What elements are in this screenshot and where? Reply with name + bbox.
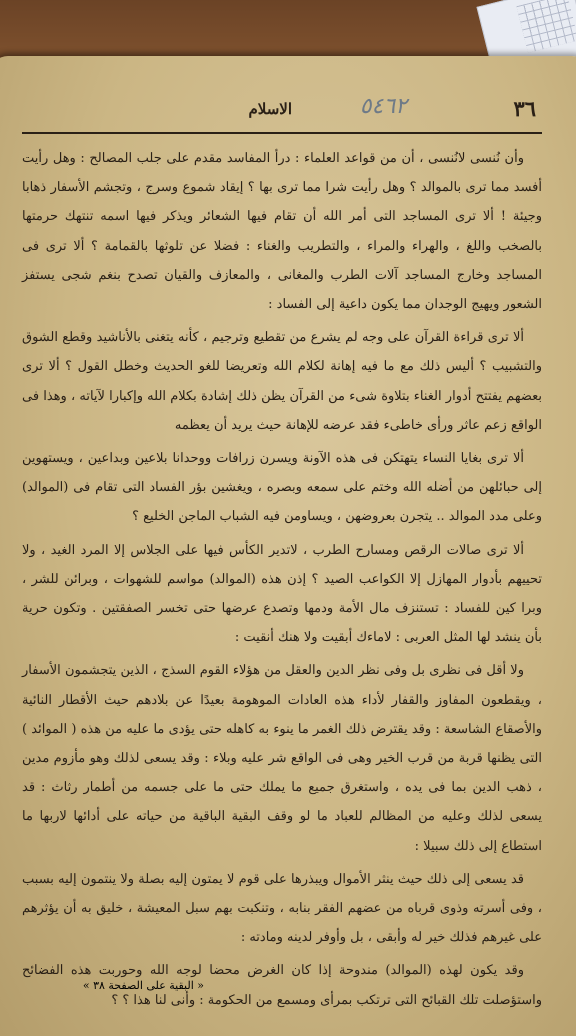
paragraph: ألا ترى قراءة القرآن على وجه لم يشرع من تقطيع وترجيم ، كأنه يتغنى بالأناشيد وقطع الشوق والتشبيب ؟ أليس ذلك مع ما فيه إهانة لكلام الله وتعريضا للغو الحديث وخطل القول ؟ ألا ترى بعضهم يفتتح أدوار الغناء بتلاوة شىء من القرآن يظن ذلك إشادة بكلام الله وإكبارا لآياته ، وهذا فى الواقع زعم عاثر ورأى خاطىء فقد عرضه للإهانة حيث يريد أن يعظمه bbox=[22, 330, 542, 433]
page-number: ٣٦ bbox=[513, 96, 536, 121]
continuation-note: « البقية على الصفحة ٣٨ » bbox=[82, 979, 204, 992]
grid-pattern-icon bbox=[517, 0, 576, 53]
handwritten-number: ٥٤٦٢ bbox=[359, 94, 407, 119]
paragraph: ألا ترى صالات الرقص ومسارح الطرب ، لاتدير الكأس فيها على الجلاس إلا المرد الغيد ، ولا تحييهم بأدوار المهازل إلا الكواعب الصيد ؟ إذن هذه (الموالد) مواسم للشهوات ، وبرائن للشر ، وبرا كين للفساد : تستنزف مال الأمة ودمها وتصدع عرضها حتى تخسر الصفقتين . وتكون حرية بأن ينشد لها المثل العربى : لاماءك أبقيت ولا هنك أنقيت : bbox=[22, 542, 542, 646]
paragraph: وقد يكون لهذه (الموالد) مندوحة إذا كان الغرض محضا لوجه الله وحوربت هذه الفضائح واستؤصلت تلك القبائح التى ترتكب بمرأى ومسمع من الحكومة : وأنى لنا هذا ؟ ؟ bbox=[22, 963, 542, 1008]
page-content bbox=[22, 90, 542, 1010]
paragraph: قد يسعى إلى ذلك حيث ينثر الأموال ويبذرها على قوم لا يمتون إليه بصلة ولا ينتمون إليه بسبب ، وفى أسرته وذوى قرباه من عضهم الفقر بنابه ، وتنكبت بهم سبل المعيشة ، خليق به أن يؤثرهم على غيرهم فذلك خير له وأبقى ، بل وأوفر لدينه ومادته : bbox=[22, 871, 542, 946]
paragraph: وأن نُنسى لانُنسى ، أن من قواعد العلماء : درأ المفاسد مقدم على جلب المصالح : وهل رأيت أفسد مما ترى بالموالد ؟ وهل رأيت شرا مما ترى بها ؟ إيقاد شموع وسرج ، وتجشم الأسفار ذهابا وجيئة ! ألا ترى المساجد التى أمر الله أن تقام فيها الشعائر ويذكر فيها اسمه تنتهك حرمتها بالصخب واللغ ، والهراء والمراء ، والتطريب والغناء : فضلا عن تلوثها بالقمامة ؟ ألا ترى فى المساجد وخارج المساجد آلات الطرب والمغانى ، والمعازف والقيان تصدح بنغم شجى يستفز الشعور ويهيج الوجدان مما يكون داعية إلى الفساد : bbox=[22, 151, 542, 313]
body-text bbox=[22, 144, 542, 1015]
paragraph: ألا ترى بغايا النساء يتهتكن فى هذه الآونة ويسرن زرافات ووحدانا بلاعين وبداعين ، ويستهوين إلى حبائلهن من أضله الله وختم على سمعه وبصره ، ويغشين بؤر الفساد التى تقام فى (الموالد) وعلى مدد الموالد .. يتجرن بعروضهن ، ويساومن فيه الشباب الماجن الخليع ؟ bbox=[22, 451, 542, 525]
page-header bbox=[22, 90, 542, 134]
running-title: الاسلام bbox=[248, 100, 292, 118]
paragraph: ولا أقل فى نظرى بل وفى نظر الدين والعقل من هؤلاء القوم السذج ، الذين يتجشمون الأسفار ، ويقطعون المفاوز والقفار لأداء هذه العادات الموهومة بعيدًا عن بلادهم حيث الأقطار النائية والأصقاع الشاسعة : وقد يقترض ذلك الغمر ما ينوء به كاهله حتى يؤدى ما عليه من هذه ( الموائد ) التى يظنها قربة من قرب الخير وهى فى الواقع شر عليه وبلاء : وقد يسعى لذلك وهو مأزوم مدين ، ذهب الدين بما فى يده ، واستغرق جميع ما يملك حتى ما على جسمه من أطمار رثاث : قد يسعى لذلك وعليه من المظالم للعباد ما لو وقف البقية الباقية من حياته على أدائها لاربها ما استطاع إلى ذلك سبيلا : bbox=[22, 663, 542, 854]
